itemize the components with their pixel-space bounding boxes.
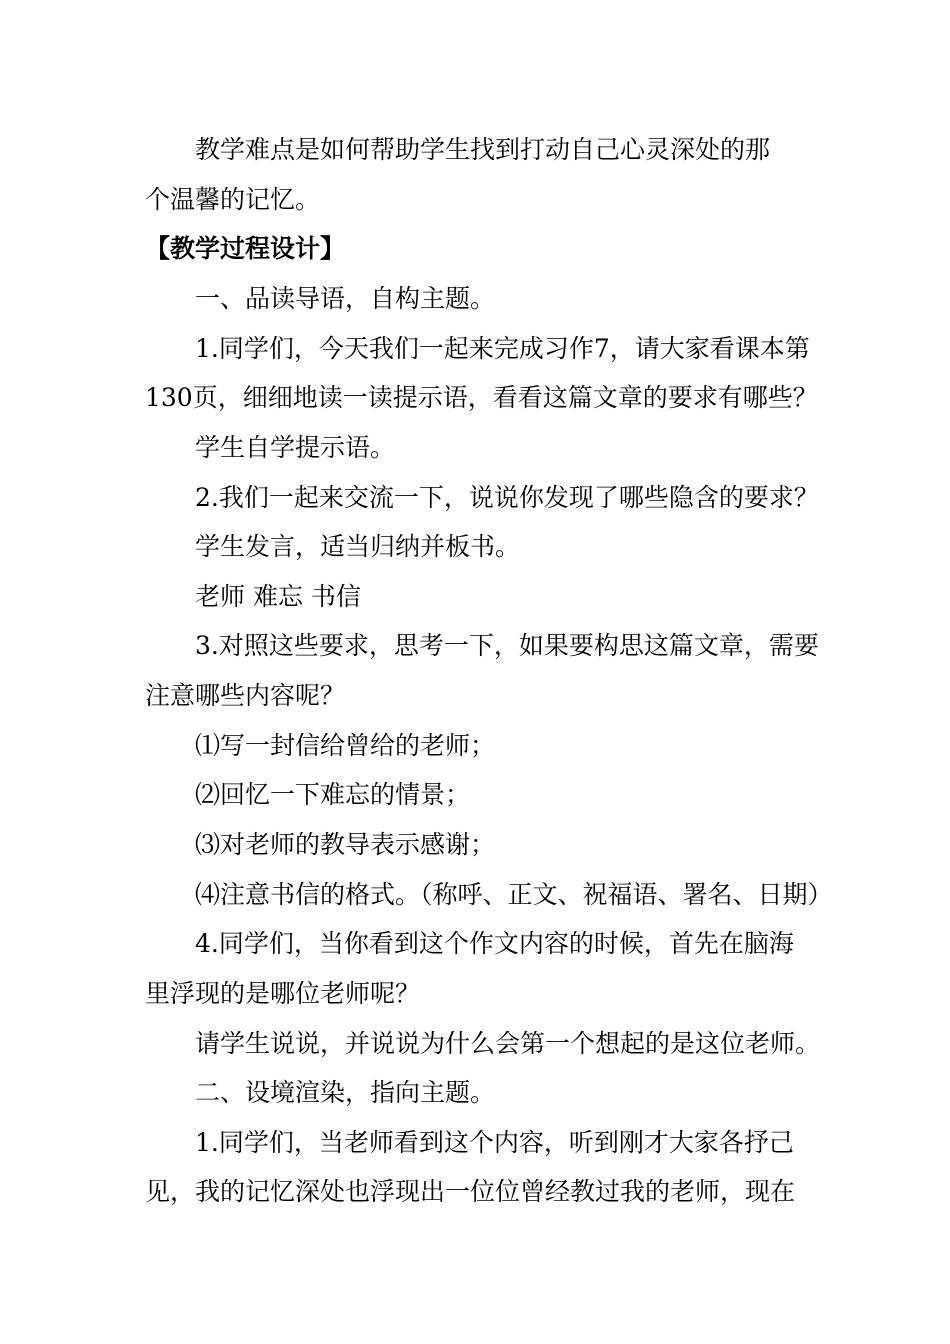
paragraph-line: 学生发言，适当归纳并板书。 xyxy=(195,532,521,561)
paragraph-line: 教学难点是如何帮助学生找到打动自己心灵深处的那 xyxy=(195,135,771,164)
paragraph-line: 学生自学提示语。 xyxy=(195,433,396,462)
paragraph-line: 里浮现的是哪位老师呢？ xyxy=(145,979,421,1008)
list-item: ⑵回忆一下难忘的情景； xyxy=(195,780,471,809)
paragraph-line: 二、设境渲染，指向主题。 xyxy=(195,1078,496,1107)
paragraph-line: 1.同学们，今天我们一起来完成习作7，请大家看课本第 xyxy=(195,334,810,363)
paragraph-line: 2.我们一起来交流一下，说说你发现了哪些隐含的要求？ xyxy=(195,483,819,512)
section-heading: 【教学过程设计】 xyxy=(145,234,346,263)
paragraph-line: 1.同学们，当老师看到这个内容，听到刚才大家各抒己 xyxy=(195,1128,794,1157)
paragraph-line: 4.同学们，当你看到这个作文内容的时候，首先在脑海 xyxy=(195,929,794,958)
paragraph-line: 个温馨的记忆。 xyxy=(145,185,321,214)
list-item: ⑴写一封信给曾给的老师； xyxy=(195,731,496,760)
paragraph-line: 3.对照这些要求，思考一下，如果要构思这篇文章，需要 xyxy=(195,631,819,660)
paragraph-line: 请学生说说，并说说为什么会第一个想起的是这位老师。 xyxy=(195,1029,821,1058)
paragraph-line: 注意哪些内容呢？ xyxy=(145,681,346,710)
paragraph-line: 老师 难忘 书信 xyxy=(195,582,361,611)
paragraph-line: 一、品读导语，自构主题。 xyxy=(195,284,496,313)
paragraph-line: 130页，细细地读一读提示语，看看这篇文章的要求有哪些？ xyxy=(145,383,818,412)
list-item: ⑷注意书信的格式。（称呼、正文、祝福语、署名、日期） xyxy=(195,880,833,909)
list-item: ⑶对老师的教导表示感谢； xyxy=(195,830,496,859)
paragraph-line: 见，我的记忆深处也浮现出一位位曾经教过我的老师，现在 xyxy=(145,1177,796,1206)
